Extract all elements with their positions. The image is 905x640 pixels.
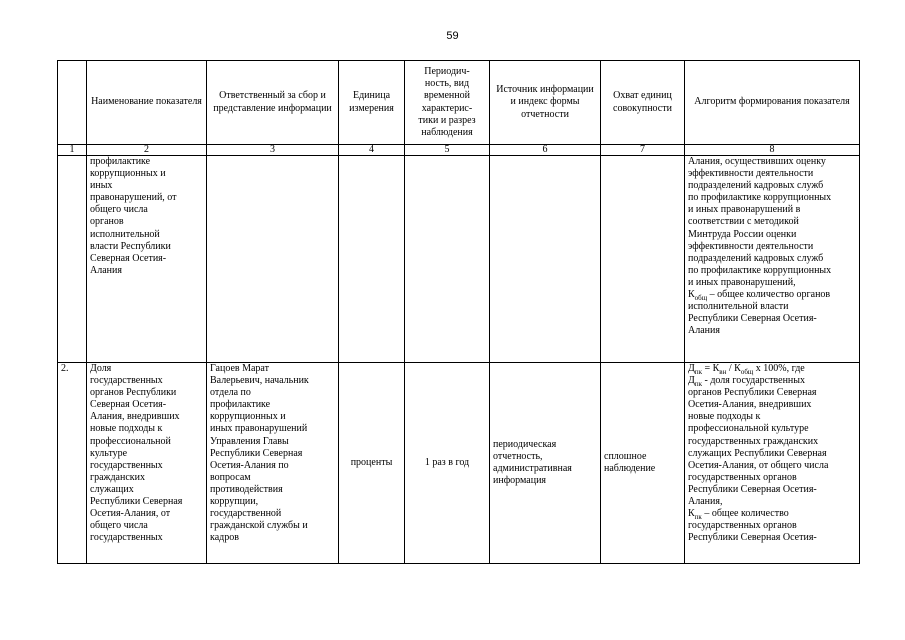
header-cell-number <box>58 61 87 145</box>
column-number: 1 <box>58 145 87 156</box>
header-cell-unit: Единица измерения <box>339 61 405 145</box>
column-number: 7 <box>601 145 685 156</box>
table-row <box>58 156 860 363</box>
table-row <box>58 363 860 564</box>
symbol-subscript: пк <box>694 513 702 522</box>
column-number: 8 <box>685 145 860 156</box>
header-cell-responsible: Ответственный за сбор и представление информации <box>207 61 339 145</box>
header-cell-indicator-name: Наименование показателя <box>87 61 207 145</box>
symbol-subscript: пк <box>694 380 702 389</box>
coverage-cell <box>601 156 685 363</box>
symbol: К <box>688 289 695 301</box>
header-cell-source: Источник информации и индекс формы отчетности <box>490 61 601 145</box>
algorithm-cell <box>685 156 860 363</box>
formula-text: х 100%, где <box>753 363 805 374</box>
formula-symbol: Д <box>688 363 695 374</box>
column-number-row <box>58 145 860 156</box>
column-number: 3 <box>207 145 339 156</box>
algorithm-text: – общее количество органов исполнительной власти Республики Северная Осетия- Алания <box>688 289 831 337</box>
indicator-name-cell: профилактике коррупционных и иных правонарушений, от общего числа органов исполнительной власти Республики Северная Осетия- Алания <box>87 156 207 363</box>
periodicity-cell <box>405 156 490 363</box>
header-cell-periodicity: Периодич- ность, вид временной характерис- тики и разрез наблюдения <box>405 61 490 145</box>
column-number: 2 <box>87 145 207 156</box>
row-number-cell: 2. <box>58 363 87 564</box>
formula-subscript: пк <box>694 368 702 376</box>
algorithm-text: – общее количество государственных органов Республики Северная Осетия- <box>688 508 817 544</box>
symbol: Д <box>688 375 695 387</box>
header-cell-algorithm: Алгоритм формирования показателя <box>685 61 860 145</box>
source-cell <box>490 156 601 363</box>
symbol: К <box>688 508 695 520</box>
coverage-cell: сплошное наблюдение <box>601 363 685 564</box>
periodicity-cell: 1 раз в год <box>405 363 490 564</box>
algorithm-text: - доля государственных органов Республики Северная Осетия-Алания, внедривших новые подходы к профессиональной культуре государственных гражданских служащих Республики Северная Осетия-Алания, от общего числа государственных органов Республики Северная Осетия- Алания, <box>688 375 829 508</box>
header-cell-coverage: Охват единиц совокупности <box>601 61 685 145</box>
column-number: 4 <box>339 145 405 156</box>
unit-cell <box>339 156 405 363</box>
symbol-subscript: общ <box>694 294 708 303</box>
formula-text: / К <box>726 363 741 374</box>
indicators-table <box>57 60 860 564</box>
page-number: 59 <box>446 30 459 42</box>
responsible-cell: Гацоев Марат Валерьевич, начальник отдела по профилактике коррупционных и иных правонарушений Управления Главы Республики Северная Осетия-Алания по вопросам противодействия коррупции, государственной гражданской службы и кадров <box>207 363 339 564</box>
row-number-cell <box>58 156 87 363</box>
responsible-cell <box>207 156 339 363</box>
indicator-name-cell: Доля государственных органов Республики Северная Осетия- Алания, внедривших новые подходы к профессиональной культуре государственных гражданских служащих Республики Северная Осетия-Алания, от общего числа государственных <box>87 363 207 564</box>
source-cell: периодическая отчетность, административная информация <box>490 363 601 564</box>
formula-text: = К <box>701 363 720 374</box>
table-header-row <box>58 61 860 145</box>
algorithm-cell <box>685 363 860 564</box>
formula-subscript: вн <box>719 368 727 376</box>
column-number: 5 <box>405 145 490 156</box>
column-number: 6 <box>490 145 601 156</box>
formula-subscript: общ <box>740 368 754 376</box>
unit-cell: проценты <box>339 363 405 564</box>
algorithm-text: Алания, осуществивших оценку эффективности деятельности подразделений кадровых служб по профилактике коррупционных и иных правонарушений в соответствии с методикой Минтруда России оценки эффективности деятельности подразделений кадровых служб по профилактике коррупционных и иных правонарушений, <box>688 156 832 288</box>
